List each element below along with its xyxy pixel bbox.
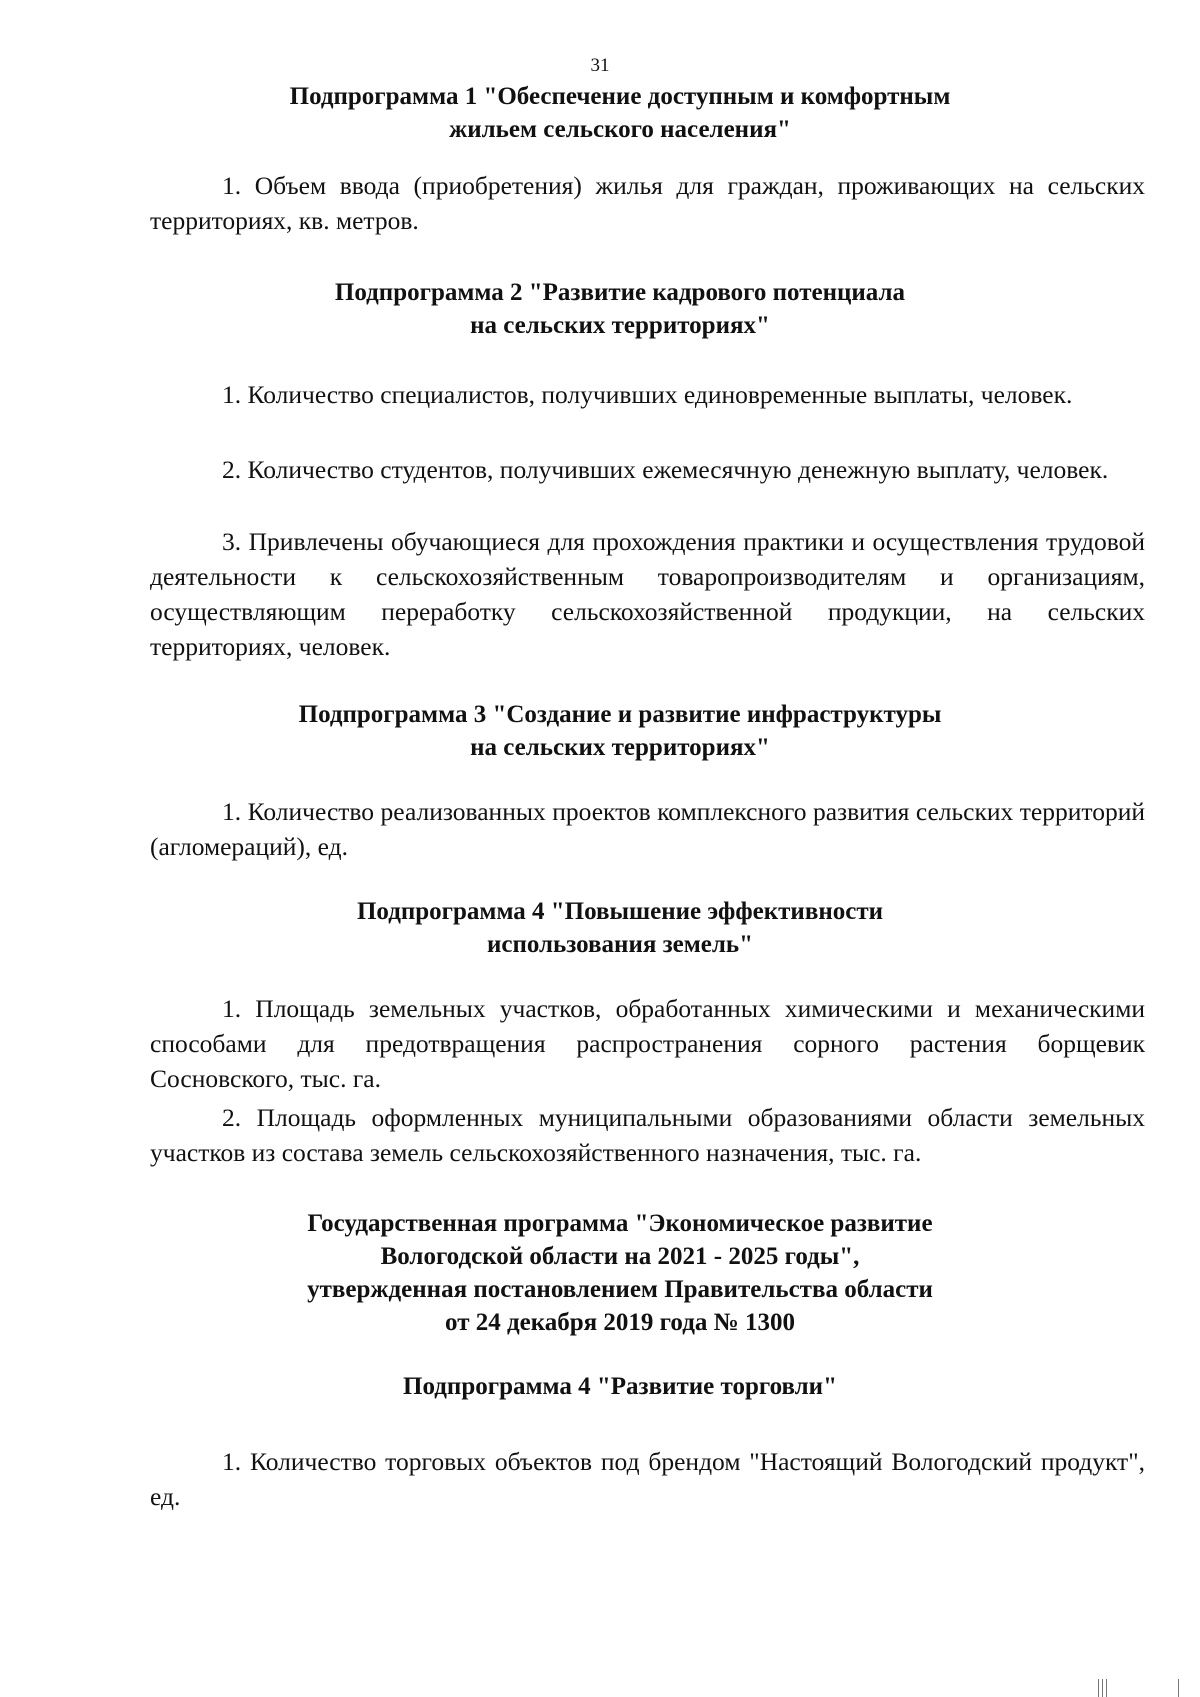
heading-line: Подпрограмма 4 "Развитие торговли" (403, 1373, 837, 1400)
scan-artifact (1106, 1679, 1107, 1697)
subprogram-3-heading (0, 698, 1200, 764)
heading-line: Государственная программа "Экономическое развитие (307, 1210, 933, 1237)
heading-line: Подпрограмма 1 "Обеспечение доступным и комфортным (289, 83, 951, 110)
paragraph: 1. Количество торговых объектов под брендом "Настоящий Вологодский продукт", ед. (150, 1447, 1145, 1511)
heading-line: на сельских территориях" (470, 312, 770, 339)
scan-artifact (1178, 1679, 1179, 1697)
heading-line: жильем сельского населения" (449, 116, 791, 143)
heading-line: Вологодской области на 2021 - 2025 годы", (380, 1243, 860, 1270)
heading-line: на сельских территориях" (470, 734, 770, 761)
page-number: 31 (590, 55, 610, 76)
subprogram-1-heading (0, 80, 1200, 146)
scan-artifact (1098, 1679, 1099, 1697)
paragraph: 1. Количество специалистов, получивших единовременные выплаты, человек. (222, 380, 1073, 409)
heading-line: Подпрограмма 3 "Создание и развитие инфраструктуры (298, 701, 942, 728)
subprogram-2-heading (0, 276, 1200, 342)
paragraph: 1. Площадь земельных участков, обработанных химическими и механическими способами для предотвращения распространения сорного растения борщевик Сосновского, тыс. га. (150, 994, 1145, 1093)
heading-line: Подпрограмма 4 "Повышение эффективности (356, 898, 884, 925)
heading-line: утвержденная постановлением Правительства области (307, 1276, 933, 1303)
paragraph: 3. Привлечены обучающиеся для прохождения практики и осуществления трудовой деятельности к сельскохозяйственным товаропроизводителям и организациям, осуществляющим переработку сельскохозяйственной продукции, на сельских территориях, человек. (150, 527, 1145, 661)
heading-line: от 24 декабря 2019 года № 1300 (445, 1309, 795, 1336)
heading-line: Подпрограмма 2 "Развитие кадрового потенциала (334, 279, 906, 306)
paragraph: 2. Площадь оформленных муниципальными образованиями области земельных участков из состава земель сельскохозяйственного назначения, тыс. га. (150, 1103, 1145, 1167)
subprogram-4-heading (0, 895, 1200, 961)
subprogram-trade-heading (0, 1370, 1200, 1403)
paragraph: 2. Количество студентов, получивших ежемесячную денежную выплату, человек. (222, 455, 1109, 484)
paragraph: 1. Объем ввода (приобретения) жилья для граждан, проживающих на сельских территориях, кв. метров. (150, 171, 1145, 235)
paragraph: 1. Количество реализованных проектов комплексного развития сельских территорий (агломераций), ед. (150, 797, 1145, 861)
heading-line: использования земель" (486, 931, 754, 958)
state-program-heading (0, 1207, 1200, 1339)
scan-artifact (1102, 1679, 1103, 1697)
